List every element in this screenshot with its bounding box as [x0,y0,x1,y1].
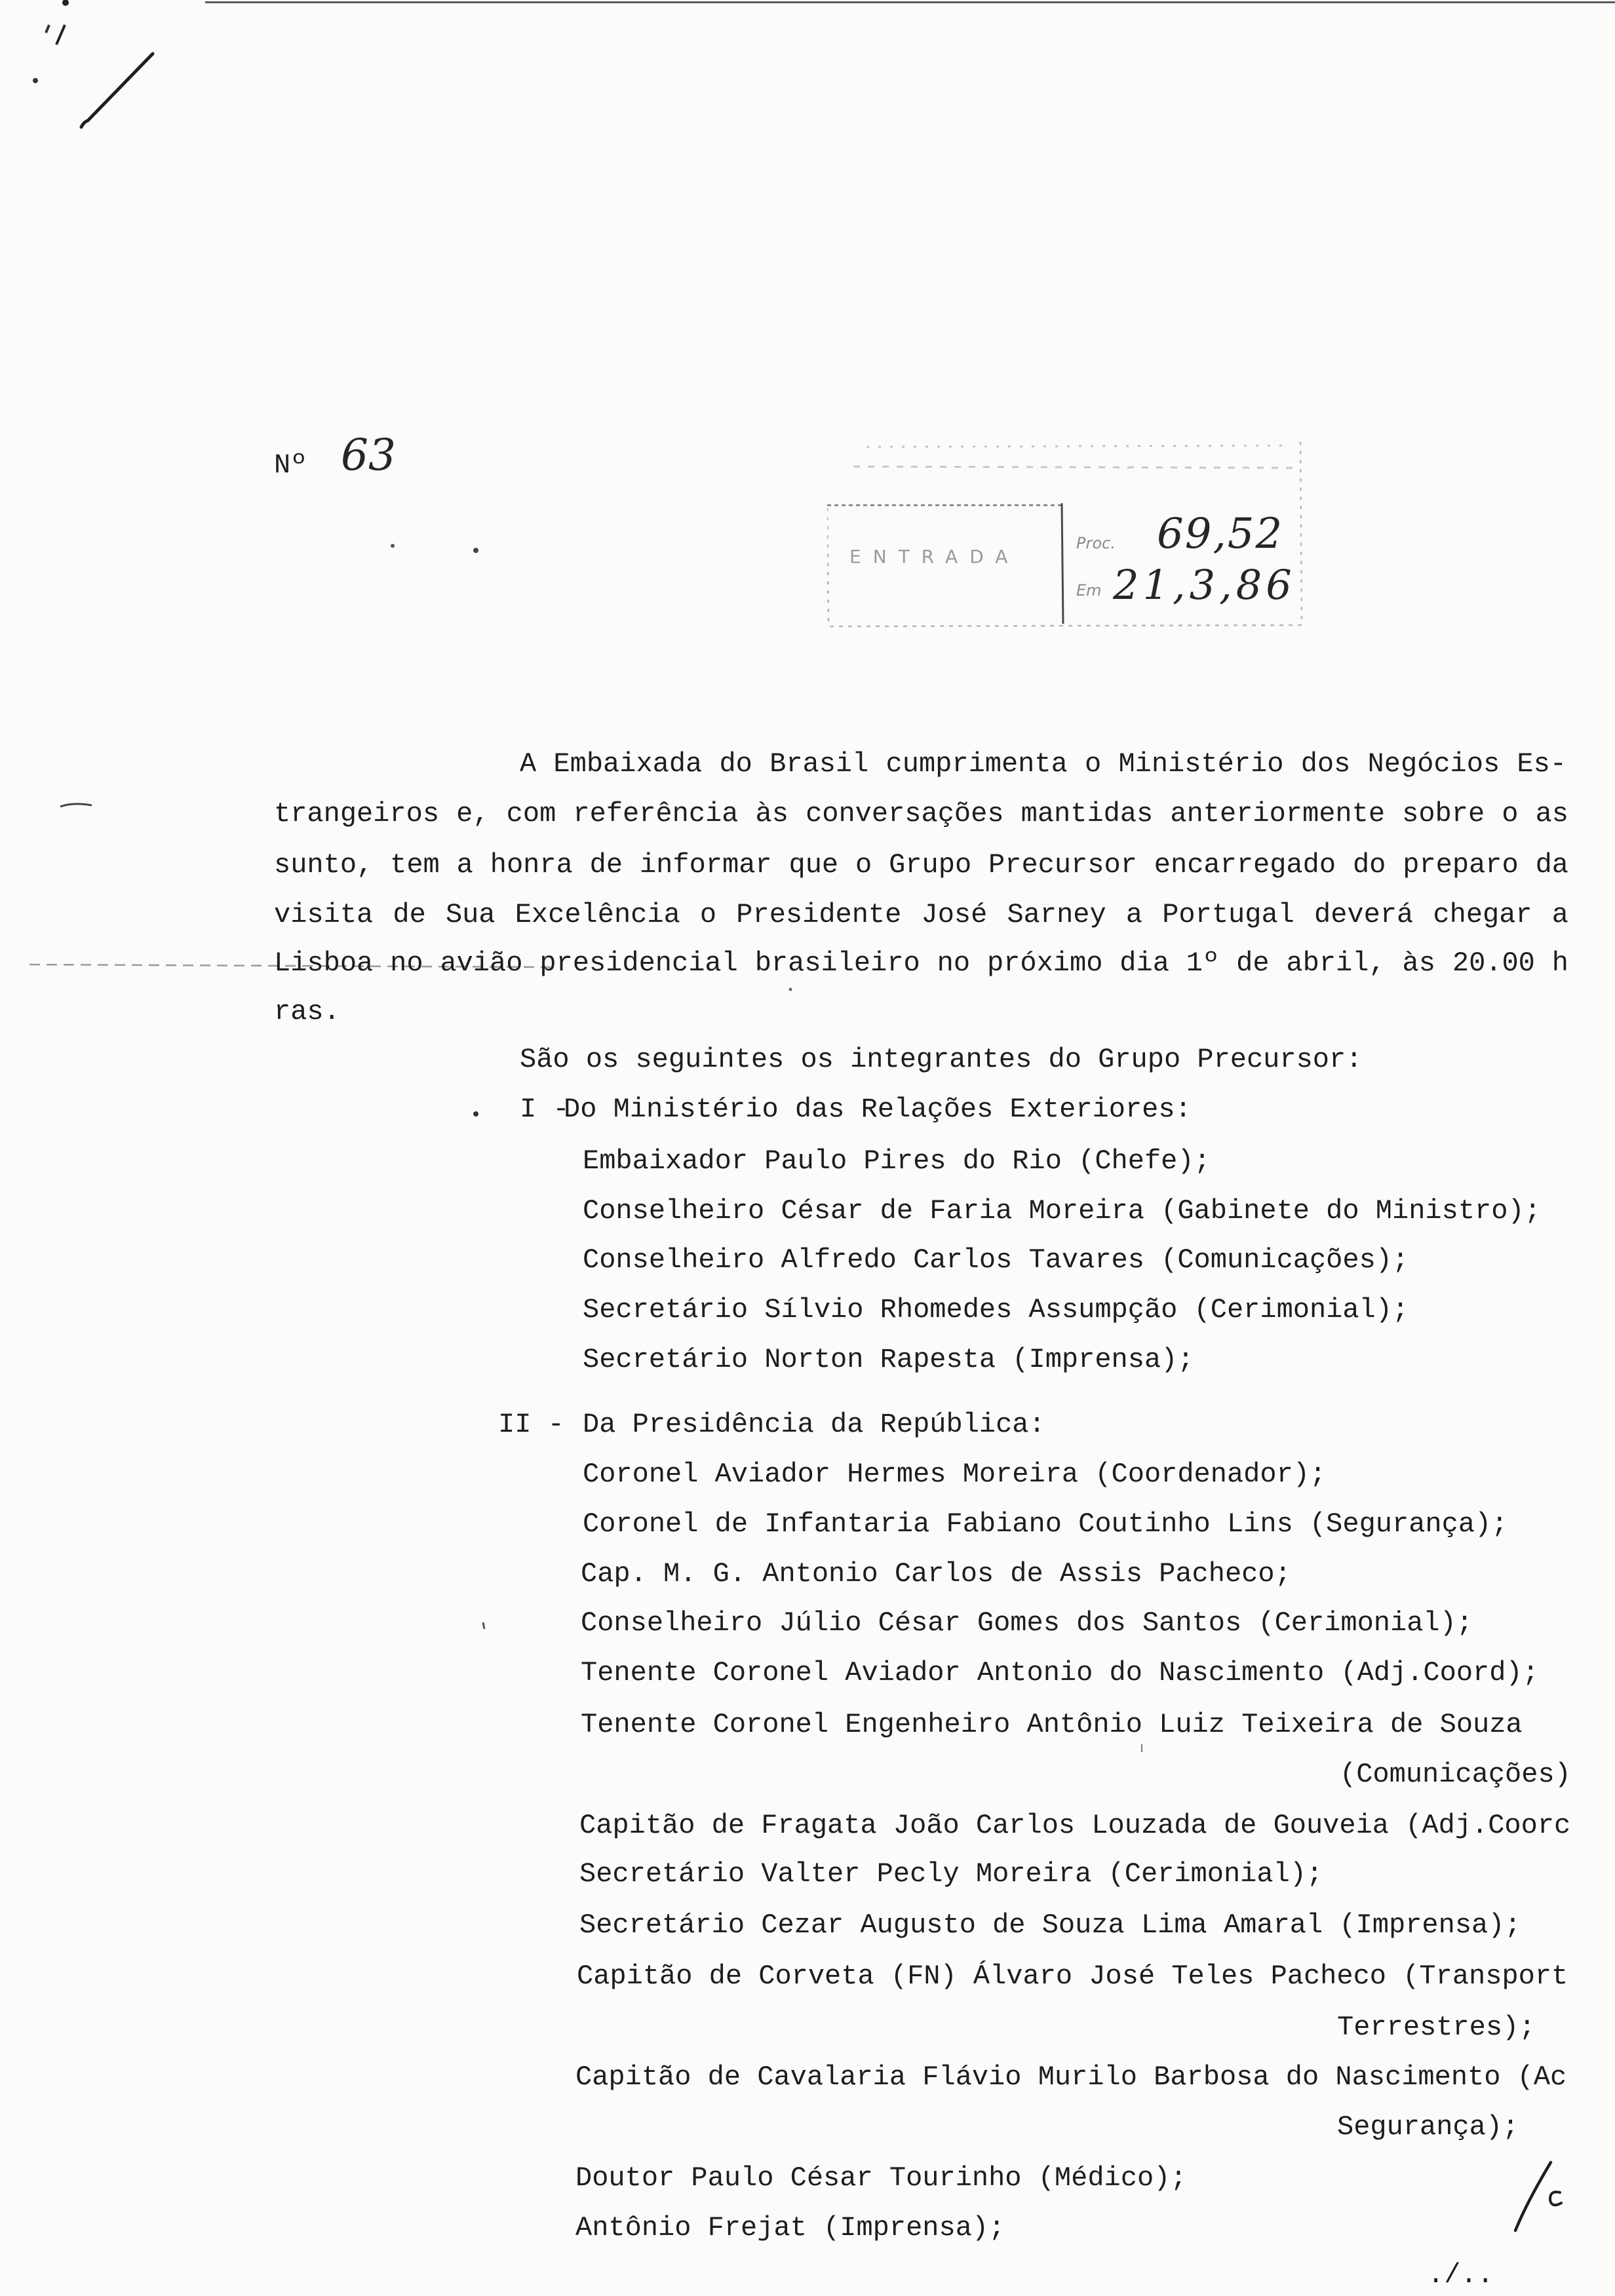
member-entry: Capitão de Cavalaria Flávio Murilo Barbosa do Nascimento (Ac [575,2061,1567,2093]
member-entry: Capitão de Fragata João Carlos Louzada de Gouveia (Adj.Coorc [579,1810,1571,1841]
stray-mark [473,548,478,553]
member-entry: Tenente Coronel Aviador Antonio do Nascimento (Adj.Coord); [581,1657,1539,1689]
section-heading: Do Ministério das Relações Exteriores: [564,1094,1192,1125]
list-intro: São os seguintes os integrantes do Grupo Precursor: [520,1044,1363,1075]
handwritten-initial [1515,2162,1551,2230]
member-continuation: Terrestres); [1337,2012,1536,2043]
body-line: ras. [274,996,340,1027]
stray-mark [789,988,792,991]
member-entry: Conselheiro Júlio César Gomes dos Santos (Cerimonial); [581,1607,1473,1639]
member-entry: Coronel Aviador Hermes Moreira (Coordenador); [583,1459,1327,1490]
member-entry: Secretário Valter Pecly Moreira (Cerimonial); [579,1858,1323,1890]
member-entry: Antônio Frejat (Imprensa); [575,2212,1005,2244]
section-heading: Da Presidência da República: [583,1409,1045,1440]
member-entry: Secretário Cezar Augusto de Souza Lima Amaral (Imprensa); [579,1909,1521,1941]
stray-mark [473,1111,478,1117]
section-numeral: II - [498,1409,564,1440]
body-line: Lisboa no avião presidencial brasileiro no próximo dia 1º de abril, às 20.00 h [274,947,1568,979]
stray-mark [483,1622,484,1629]
handwritten-document-number: 63 [341,430,396,480]
continuation-mark: ./.. [1428,2259,1494,2291]
handwritten-initial-hook [1550,2192,1561,2205]
margin-dash-mark [60,804,92,807]
member-continuation: Segurança); [1337,2111,1519,2143]
number-label: Nº [274,450,307,481]
handwritten-dot [33,78,38,83]
member-entry: Capitão de Corveta (FN) Álvaro José Teles Pacheco (Transport [577,1961,1568,1992]
top-ink-dot [62,0,69,6]
member-entry: Conselheiro César de Faria Moreira (Gabinete do Ministro); [583,1195,1541,1227]
handwritten-process-number: 69,52 [1157,510,1284,558]
top-edge-line [205,1,1615,3]
stamp-process-label: Proc. [1076,534,1116,552]
handwritten-short-slash [56,25,65,45]
member-entry: Cap. M. G. Antonio Carlos de Assis Pacheco; [581,1558,1291,1590]
body-line: A Embaixada do Brasil cumprimenta o Ministério dos Negócios Es- [520,748,1566,780]
receipt-stamp [827,426,1306,636]
member-entry: Conselheiro Alfredo Carlos Tavares (Comunicações); [583,1244,1409,1276]
body-line: visita de Sua Excelência o Presidente José Sarney a Portugal deverá chegar a [274,899,1568,930]
member-entry: Doutor Paulo César Tourinho (Médico); [575,2162,1187,2194]
stray-mark [391,544,395,548]
member-continuation: (Comunicações) [1340,1759,1571,1790]
stamp-entry-label: ENTRADA [849,546,1020,567]
body-line: sunto, tem a honra de informar que o Grupo Precursor encarregado do preparo da [274,849,1568,881]
handwritten-entry-date: 21,3,86 [1113,561,1296,609]
member-entry: Secretário Sílvio Rhomedes Assumpção (Cerimonial); [583,1294,1409,1326]
handwritten-tick-mark [46,25,49,33]
member-entry: Coronel de Infantaria Fabiano Coutinho Lins (Segurança); [583,1508,1508,1540]
section-numeral: I - [520,1094,570,1125]
handwritten-long-slash [81,54,153,127]
stamp-date-label: Em [1076,581,1102,600]
body-line: trangeiros e, com referência às conversações mantidas anteriormente sobre o as [274,798,1568,830]
member-entry: Embaixador Paulo Pires do Rio (Chefe); [583,1145,1211,1177]
member-entry: Secretário Norton Rapesta (Imprensa); [583,1344,1194,1375]
member-entry: Tenente Coronel Engenheiro Antônio Luiz Teixeira de Souza [581,1709,1523,1740]
